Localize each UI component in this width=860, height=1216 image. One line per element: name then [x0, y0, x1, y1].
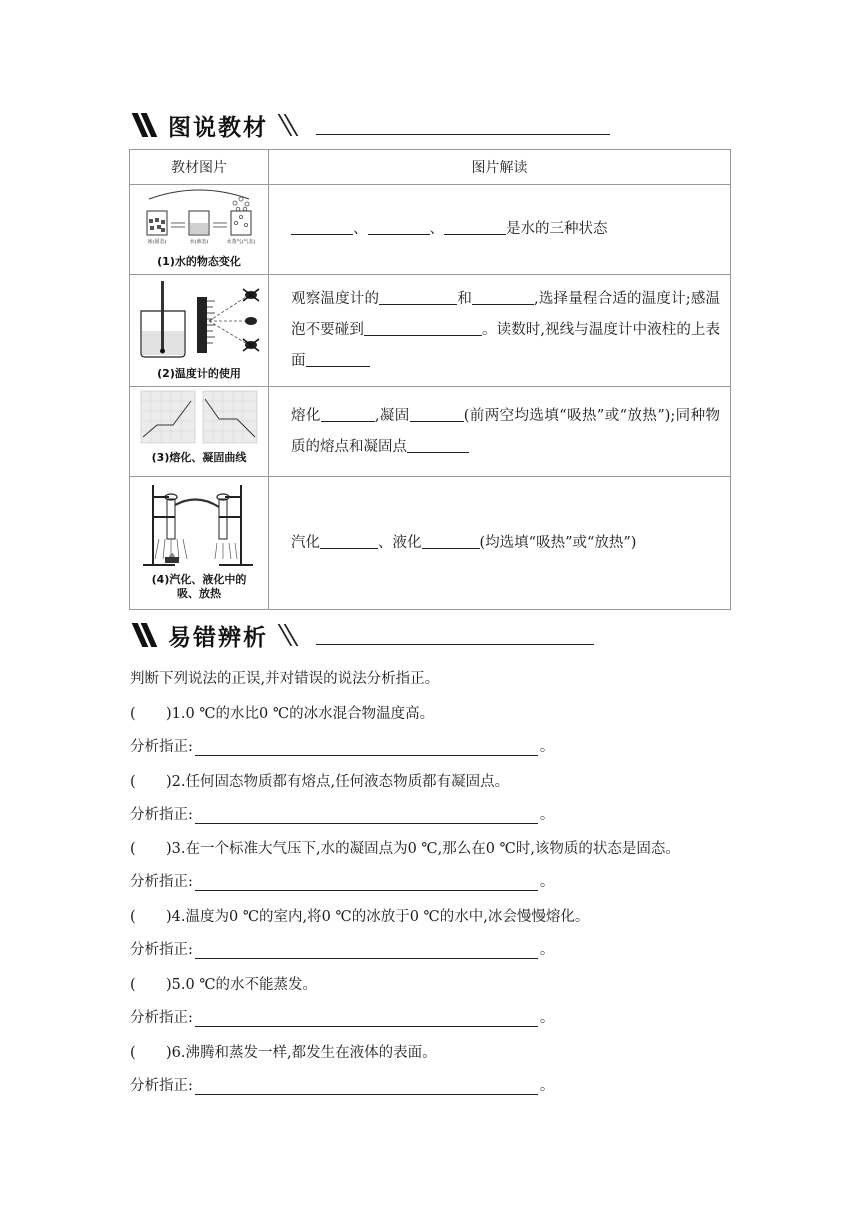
vaporization-liquefaction-figure	[135, 477, 263, 573]
section-header-textbook-figures	[132, 110, 300, 140]
header-figure: 教材图片	[130, 150, 269, 185]
fill-blank[interactable]	[364, 319, 482, 336]
answer-blank[interactable]	[195, 1080, 538, 1095]
figure-cell	[130, 387, 269, 477]
answer-blank[interactable]	[195, 944, 538, 959]
section-title: 图说教材	[168, 114, 268, 141]
table-row	[130, 477, 731, 610]
section-title: 易错辨析	[168, 624, 268, 651]
figure-label: 水(液态)	[189, 239, 209, 245]
table-header-row	[130, 150, 731, 185]
section-header-error-analysis	[132, 620, 300, 650]
table-row	[130, 387, 731, 477]
figure-caption: (4)汽化、液化中的	[151, 573, 247, 586]
double-slash-icon	[280, 114, 300, 136]
question-6: ( )6.沸腾和蒸发一样,都发生在液体的表面。	[130, 1045, 437, 1061]
analysis-line: 分析指正: 。	[130, 942, 555, 958]
question-4: ( )4.温度为0 ℃的室内,将0 ℃的冰放于0 ℃的水中,冰会慢慢熔化。	[130, 909, 590, 925]
double-slash-icon	[280, 624, 300, 646]
interpretation-cell: 、 、 是水的三种状态	[269, 185, 731, 275]
figure-caption: (3)熔化、凝固曲线	[151, 451, 247, 464]
analysis-line: 分析指正: 。	[130, 807, 555, 823]
figure-cell	[130, 185, 269, 275]
thermometer-figure	[135, 275, 263, 367]
instructions: 判断下列说法的正误,并对错误的说法分析指正。	[130, 671, 440, 687]
figure-caption: (2)温度计的使用	[157, 367, 241, 380]
question-5: ( )5.0 ℃的水不能蒸发。	[130, 977, 318, 993]
section-rule	[316, 644, 594, 645]
fill-blank[interactable]	[291, 218, 353, 235]
question-1: ( )1.0 ℃的水比0 ℃的冰水混合物温度高。	[130, 706, 435, 722]
section-mark-icon	[132, 112, 162, 138]
section-rule	[316, 134, 610, 135]
interpretation-cell: 观察温度计的 和 ,选择量程合适的温度计;感温泡不要碰到 。读数时,视线与温度计中液柱的上表面	[269, 275, 731, 387]
figure-label: 水蒸气(气态)	[226, 239, 256, 245]
fill-blank[interactable]	[321, 405, 375, 422]
section-mark-icon	[132, 622, 162, 648]
table-row	[130, 275, 731, 387]
figure-cell	[130, 275, 269, 387]
analysis-line: 分析指正: 。	[130, 874, 555, 890]
figure-cell	[130, 477, 269, 610]
fill-blank[interactable]	[379, 288, 457, 305]
fill-blank[interactable]	[422, 532, 480, 549]
fill-blank[interactable]	[472, 288, 534, 305]
answer-blank[interactable]	[195, 876, 538, 891]
answer-blank[interactable]	[195, 1012, 538, 1027]
melting-solidification-curves-figure	[135, 387, 263, 451]
figure-caption: 吸、放热	[177, 587, 221, 600]
answer-blank[interactable]	[195, 809, 538, 824]
fill-blank[interactable]	[410, 405, 464, 422]
question-2: ( )2.任何固态物质都有熔点,任何液态物质都有凝固点。	[130, 774, 510, 790]
analysis-line: 分析指正: 。	[130, 1010, 555, 1026]
question-3: ( )3.在一个标准大气压下,水的凝固点为0 ℃,那么在0 ℃时,该物质的状态是固态。	[130, 841, 680, 857]
answer-blank[interactable]	[195, 741, 538, 756]
interpretation-cell: 汽化 、液化 (均选填“吸热”或“放热”)	[269, 477, 731, 610]
fill-blank[interactable]	[444, 218, 506, 235]
fill-blank[interactable]	[368, 218, 430, 235]
analysis-line: 分析指正: 。	[130, 1078, 555, 1094]
state-change-figure	[135, 185, 263, 255]
table-row	[130, 185, 731, 275]
header-interpretation: 图片解读	[269, 150, 731, 185]
interpretation-cell: 熔化 ,凝固 (前两空均选填“吸热”或“放热”);同种物质的熔点和凝固点	[269, 387, 731, 477]
fill-blank[interactable]	[306, 350, 370, 367]
textbook-figure-table	[129, 149, 731, 610]
fill-blank[interactable]	[320, 532, 378, 549]
analysis-line: 分析指正: 。	[130, 739, 555, 755]
figure-caption: (1)水的物态变化	[157, 255, 241, 268]
fill-blank[interactable]	[407, 436, 469, 453]
figure-label: 冰(固态)	[147, 239, 167, 245]
